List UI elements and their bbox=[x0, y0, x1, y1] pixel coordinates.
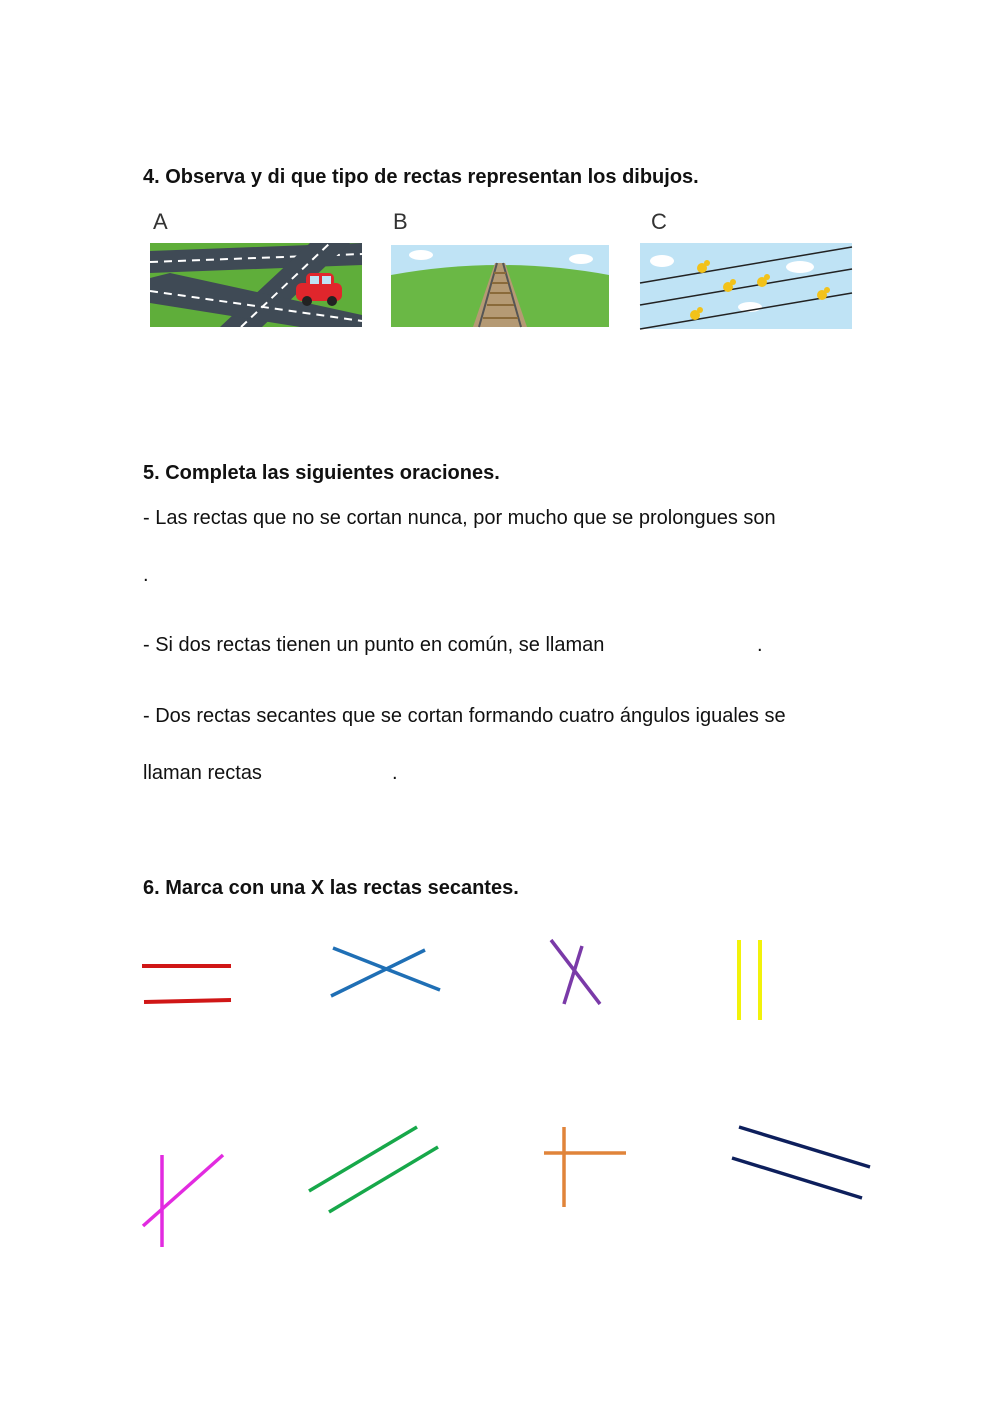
sentence-3a: - Dos rectas secantes que se cortan formando cuatro ángulos iguales se bbox=[143, 705, 786, 727]
picture-c-label: C bbox=[651, 209, 667, 234]
figure-red-parallel[interactable] bbox=[142, 966, 231, 1002]
picture-b-label: B bbox=[393, 209, 408, 234]
sentence-2: - Si dos rectas tienen un punto en común, se llaman bbox=[143, 634, 605, 656]
figure-orange-perpendicular[interactable] bbox=[544, 1127, 626, 1207]
figure-yellow-parallel[interactable] bbox=[739, 940, 760, 1020]
exercise-5-heading: 5. Completa las siguientes oraciones. bbox=[143, 462, 500, 484]
exercise-6-heading: 6. Marca con una X las rectas secantes. bbox=[143, 877, 519, 899]
sentence-2-end: . bbox=[757, 634, 763, 656]
figure-purple-secant[interactable] bbox=[551, 940, 600, 1004]
sentence-1-end: . bbox=[143, 564, 149, 586]
exercise-4-heading: 4. Observa y di que tipo de rectas representan los dibujos. bbox=[143, 166, 699, 188]
sentence-3-end: . bbox=[392, 762, 398, 784]
picture-a-label: A bbox=[153, 209, 168, 234]
sentence-3b: llaman rectas bbox=[143, 762, 262, 784]
sentence-1: - Las rectas que no se cortan nunca, por mucho que se prolongues son bbox=[143, 507, 776, 529]
figure-green-parallel[interactable] bbox=[309, 1127, 438, 1212]
figure-blue-secant[interactable] bbox=[331, 948, 440, 996]
figure-magenta-secant[interactable] bbox=[143, 1155, 223, 1247]
figure-navy-parallel[interactable] bbox=[732, 1127, 870, 1198]
